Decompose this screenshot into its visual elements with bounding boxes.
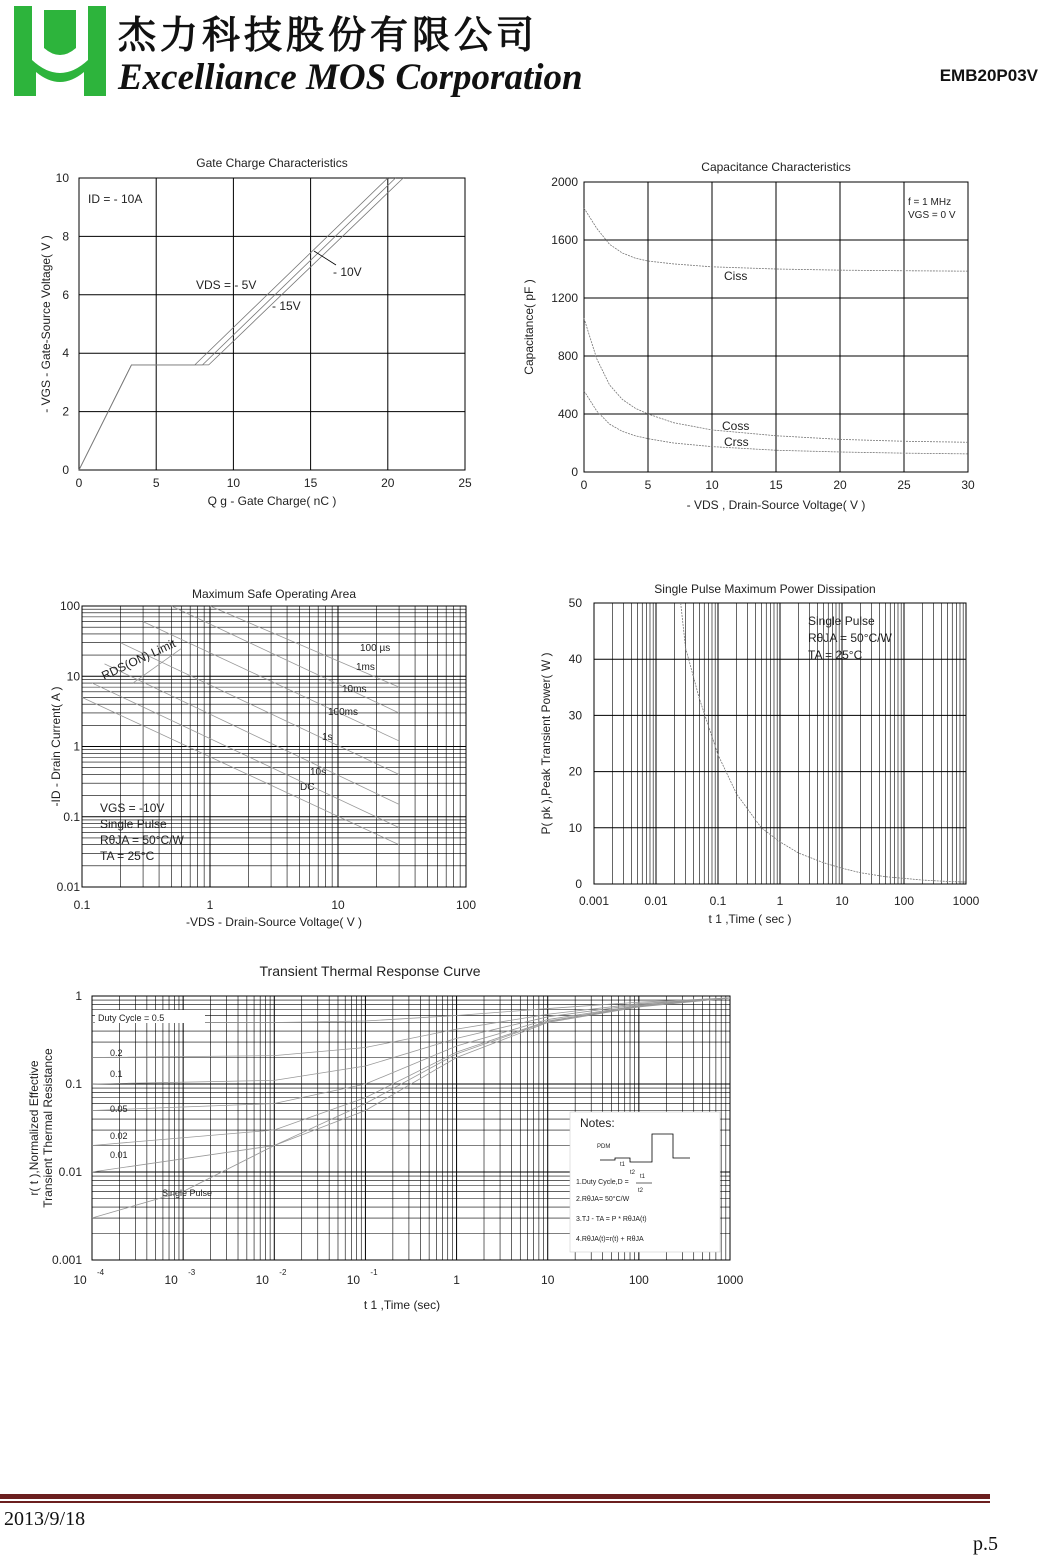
trans-x-axis-label: t 1 ,Time (sec) [363, 1298, 441, 1312]
trans-x-tick-label: 10 [541, 1273, 555, 1287]
trans-notes-item: 1.Duty Cycle,D = [576, 1179, 629, 1186]
company-name-chinese: 杰力科技股份有限公司 [118, 12, 539, 57]
cap-x-tick-label: 5 [644, 478, 652, 492]
pwr-y-tick-label: 40 [568, 652, 582, 667]
pwr-x-tick-label: 10 [835, 894, 849, 908]
trans-x-tick-label: 10 [346, 1273, 361, 1287]
pwr-x-tick-label: 0.01 [644, 894, 668, 908]
soa-y-tick-label: 0.1 [63, 809, 80, 824]
gate-y-tick-label: 8 [62, 229, 69, 244]
trans-notes-fraction-den: t2 [638, 1188, 644, 1194]
gate-x-tick-label: 5 [152, 476, 160, 490]
gate-annotation-vds10: - 10V [333, 265, 362, 279]
trans-x-tick-label: 10 [255, 1273, 269, 1287]
cap-y-tick-label: 1200 [551, 291, 578, 305]
footer-rule [0, 1494, 990, 1499]
part-number: EMB20P03V [939, 66, 1038, 85]
pwr-y-tick-label: 30 [568, 708, 582, 723]
soa-annotation-pulse: 100ms [328, 707, 359, 718]
soa-y-tick-label: 10 [66, 669, 80, 684]
gate-x-tick-label: 0 [75, 476, 83, 490]
gate-x-tick-label: 25 [458, 476, 472, 490]
gate-x-tick-label: 10 [226, 476, 241, 490]
soa-annotation-pulse: 100 µs [360, 643, 391, 654]
trans-notes-t1: t1 [620, 1162, 626, 1168]
soa-annotation-rds-limit: RDS(ON) Limit [99, 636, 178, 683]
gate-y-tick-label: 10 [55, 171, 69, 185]
soa-x-axis-label: -VDS - Drain-Source Voltage( V ) [185, 915, 363, 929]
soa-y-tick-label: 1 [73, 739, 80, 754]
soa-annotation-ta: TA = 25°C [100, 849, 155, 863]
pwr-annotation-single-pulse: Single Pulse [808, 614, 875, 628]
trans-annotation-duty: 0.1 [110, 1069, 123, 1079]
trans-notes-pdm: PDM [597, 1144, 611, 1150]
trans-notes-title: Notes: [580, 1116, 615, 1130]
pwr-chart-title: Single Pulse Maximum Power Dissipation [654, 582, 876, 596]
gate-y-tick-label: 6 [62, 287, 69, 302]
soa-x-tick-label: 1 [206, 898, 214, 912]
trans-notes-item: 2.RθJA= 50°C/W [576, 1196, 630, 1203]
soa-x-tick-label: 10 [331, 898, 345, 912]
cap-y-tick-label: 2000 [551, 175, 578, 189]
trans-notes-fraction-num: t1 [640, 1174, 646, 1180]
soa-x-tick-label: 0.1 [73, 898, 91, 912]
soa-annotation-rthja: RθJA = 50°C/W [100, 833, 184, 847]
trans-annotation-duty: 0.01 [110, 1150, 128, 1160]
cap-x-tick-label: 20 [833, 478, 847, 492]
trans-y-tick-label: 1 [75, 989, 82, 1003]
trans-y-tick-label: 0.1 [65, 1077, 82, 1091]
gate-x-axis-label: Q g - Gate Charge( nC ) [207, 494, 337, 508]
cap-x-tick-label: 25 [897, 478, 911, 492]
soa-y-tick-label: 100 [59, 599, 80, 613]
trans-annotation-single-pulse: Single Pulse [162, 1188, 213, 1198]
trans-annotation-duty-0.5: Duty Cycle = 0.5 [98, 1013, 165, 1023]
trans-notes-item: 4.RθJA(t)=r(t) + RθJA [576, 1236, 644, 1243]
pwr-y-tick-label: 50 [568, 596, 582, 610]
gate-x-tick-label: 15 [303, 476, 318, 490]
cap-x-tick-label: 10 [705, 478, 719, 492]
pwr-y-tick-label: 20 [568, 764, 582, 779]
cap-y-tick-label: 400 [557, 407, 578, 421]
gate-x-tick-label: 20 [381, 476, 395, 490]
trans-annotation-duty: 0.05 [110, 1104, 128, 1114]
gate-y-tick-label: 0 [62, 463, 69, 477]
soa-annotation-vgs: VGS = -10V [100, 801, 165, 815]
cap-x-axis-label: - VDS , Drain-Source Voltage( V ) [686, 498, 866, 512]
trans-annotation-duty: 0.02 [110, 1131, 128, 1141]
cap-label-coss: Coss [722, 419, 750, 433]
cap-y-tick-label: 800 [557, 349, 578, 363]
soa-annotation-pulse: 1ms [356, 662, 375, 673]
trans-x-tick-label: 100 [628, 1273, 649, 1287]
pwr-y-tick-label: 0 [575, 877, 582, 891]
cap-chart-title: Capacitance Characteristics [701, 160, 851, 174]
cap-x-tick-label: 30 [961, 478, 975, 492]
trans-y-tick-label: 0.001 [51, 1253, 82, 1267]
gate-chart-title: Gate Charge Characteristics [196, 156, 348, 170]
trans-x-tick-label: 1 [453, 1273, 460, 1287]
pwr-y-tick-label: 10 [568, 820, 582, 835]
gate-annotation-id: ID = - 10A [88, 192, 143, 206]
trans-x-tick-label: 1000 [716, 1273, 744, 1287]
soa-annotation-pulse: 10ms [342, 684, 367, 695]
cap-y-tick-label: 0 [571, 465, 578, 479]
trans-annotation-duty: 0.2 [110, 1048, 123, 1058]
soa-annotation-pulse: 10s [310, 767, 327, 778]
soa-x-tick-label: 100 [455, 898, 477, 912]
trans-notes-t2: t2 [630, 1170, 636, 1176]
soa-annotation-pulse: 1s [322, 732, 333, 743]
trans-x-tick-exponent: -1 [370, 1268, 378, 1277]
pwr-x-tick-label: 1000 [952, 894, 980, 908]
pwr-y-axis-label: P( pk ),Peak Transient Power( W ) [539, 652, 553, 835]
company-name-english: Excelliance MOS Corporation [118, 57, 583, 98]
pwr-x-tick-label: 1 [776, 894, 784, 908]
trans-x-tick-label: 10 [73, 1273, 87, 1287]
cap-y-tick-label: 1600 [551, 233, 578, 247]
footer-page-number: p.5 [973, 1533, 998, 1555]
cap-y-axis-label: Capacitance( pF ) [522, 279, 536, 375]
trans-x-tick-exponent: -3 [188, 1268, 196, 1277]
trans-x-tick-exponent: -4 [97, 1268, 105, 1277]
cap-annotation-vgs: VGS = 0 V [908, 210, 956, 221]
cap-x-tick-label: 0 [580, 478, 588, 492]
trans-x-tick-exponent: -2 [279, 1268, 287, 1277]
gate-y-tick-label: 2 [62, 404, 69, 419]
footer-date: 2013/9/18 [4, 1508, 86, 1530]
soa-y-axis-label: -ID - Drain Current( A ) [49, 686, 63, 807]
soa-y-tick-label: 0.01 [56, 880, 80, 894]
trans-notes-item: 3.TJ - TA = P * RθJA(t) [576, 1216, 647, 1223]
pwr-annotation-ta: TA = 25°C [808, 648, 863, 662]
gate-y-tick-label: 4 [62, 346, 69, 361]
trans-y-axis-label-2: Transient Thermal Resistance [41, 1048, 55, 1208]
soa-chart-title: Maximum Safe Operating Area [191, 587, 357, 601]
pwr-x-tick-label: 0.1 [709, 894, 727, 908]
soa-annotation-pulse: DC [300, 782, 315, 793]
gate-annotation-vds15: - 15V [272, 299, 301, 313]
soa-annotation-single-pulse: Single Pulse [100, 817, 167, 831]
cap-label-crss: Crss [724, 435, 749, 449]
pwr-x-tick-label: 0.001 [578, 894, 610, 908]
trans-y-axis-label: r( t ),Normalized Effective [27, 1060, 41, 1196]
pwr-x-axis-label: t 1 ,Time ( sec ) [708, 912, 792, 926]
footer-rule-thin [0, 1501, 990, 1503]
cap-x-tick-label: 15 [769, 478, 783, 492]
cap-annotation-freq: f = 1 MHz [908, 197, 952, 208]
trans-y-tick-label: 0.01 [58, 1165, 82, 1179]
trans-x-tick-label: 10 [164, 1273, 178, 1287]
pwr-annotation-rthja: RθJA = 50°C/W [808, 631, 892, 645]
gate-y-axis-label: - VGS - Gate-Source Voltage( V ) [39, 235, 53, 413]
gate-annotation-vds5: VDS = - 5V [196, 278, 257, 292]
trans-chart-title: Transient Thermal Response Curve [259, 963, 481, 979]
pwr-x-tick-label: 100 [893, 894, 915, 908]
cap-label-ciss: Ciss [724, 269, 748, 283]
